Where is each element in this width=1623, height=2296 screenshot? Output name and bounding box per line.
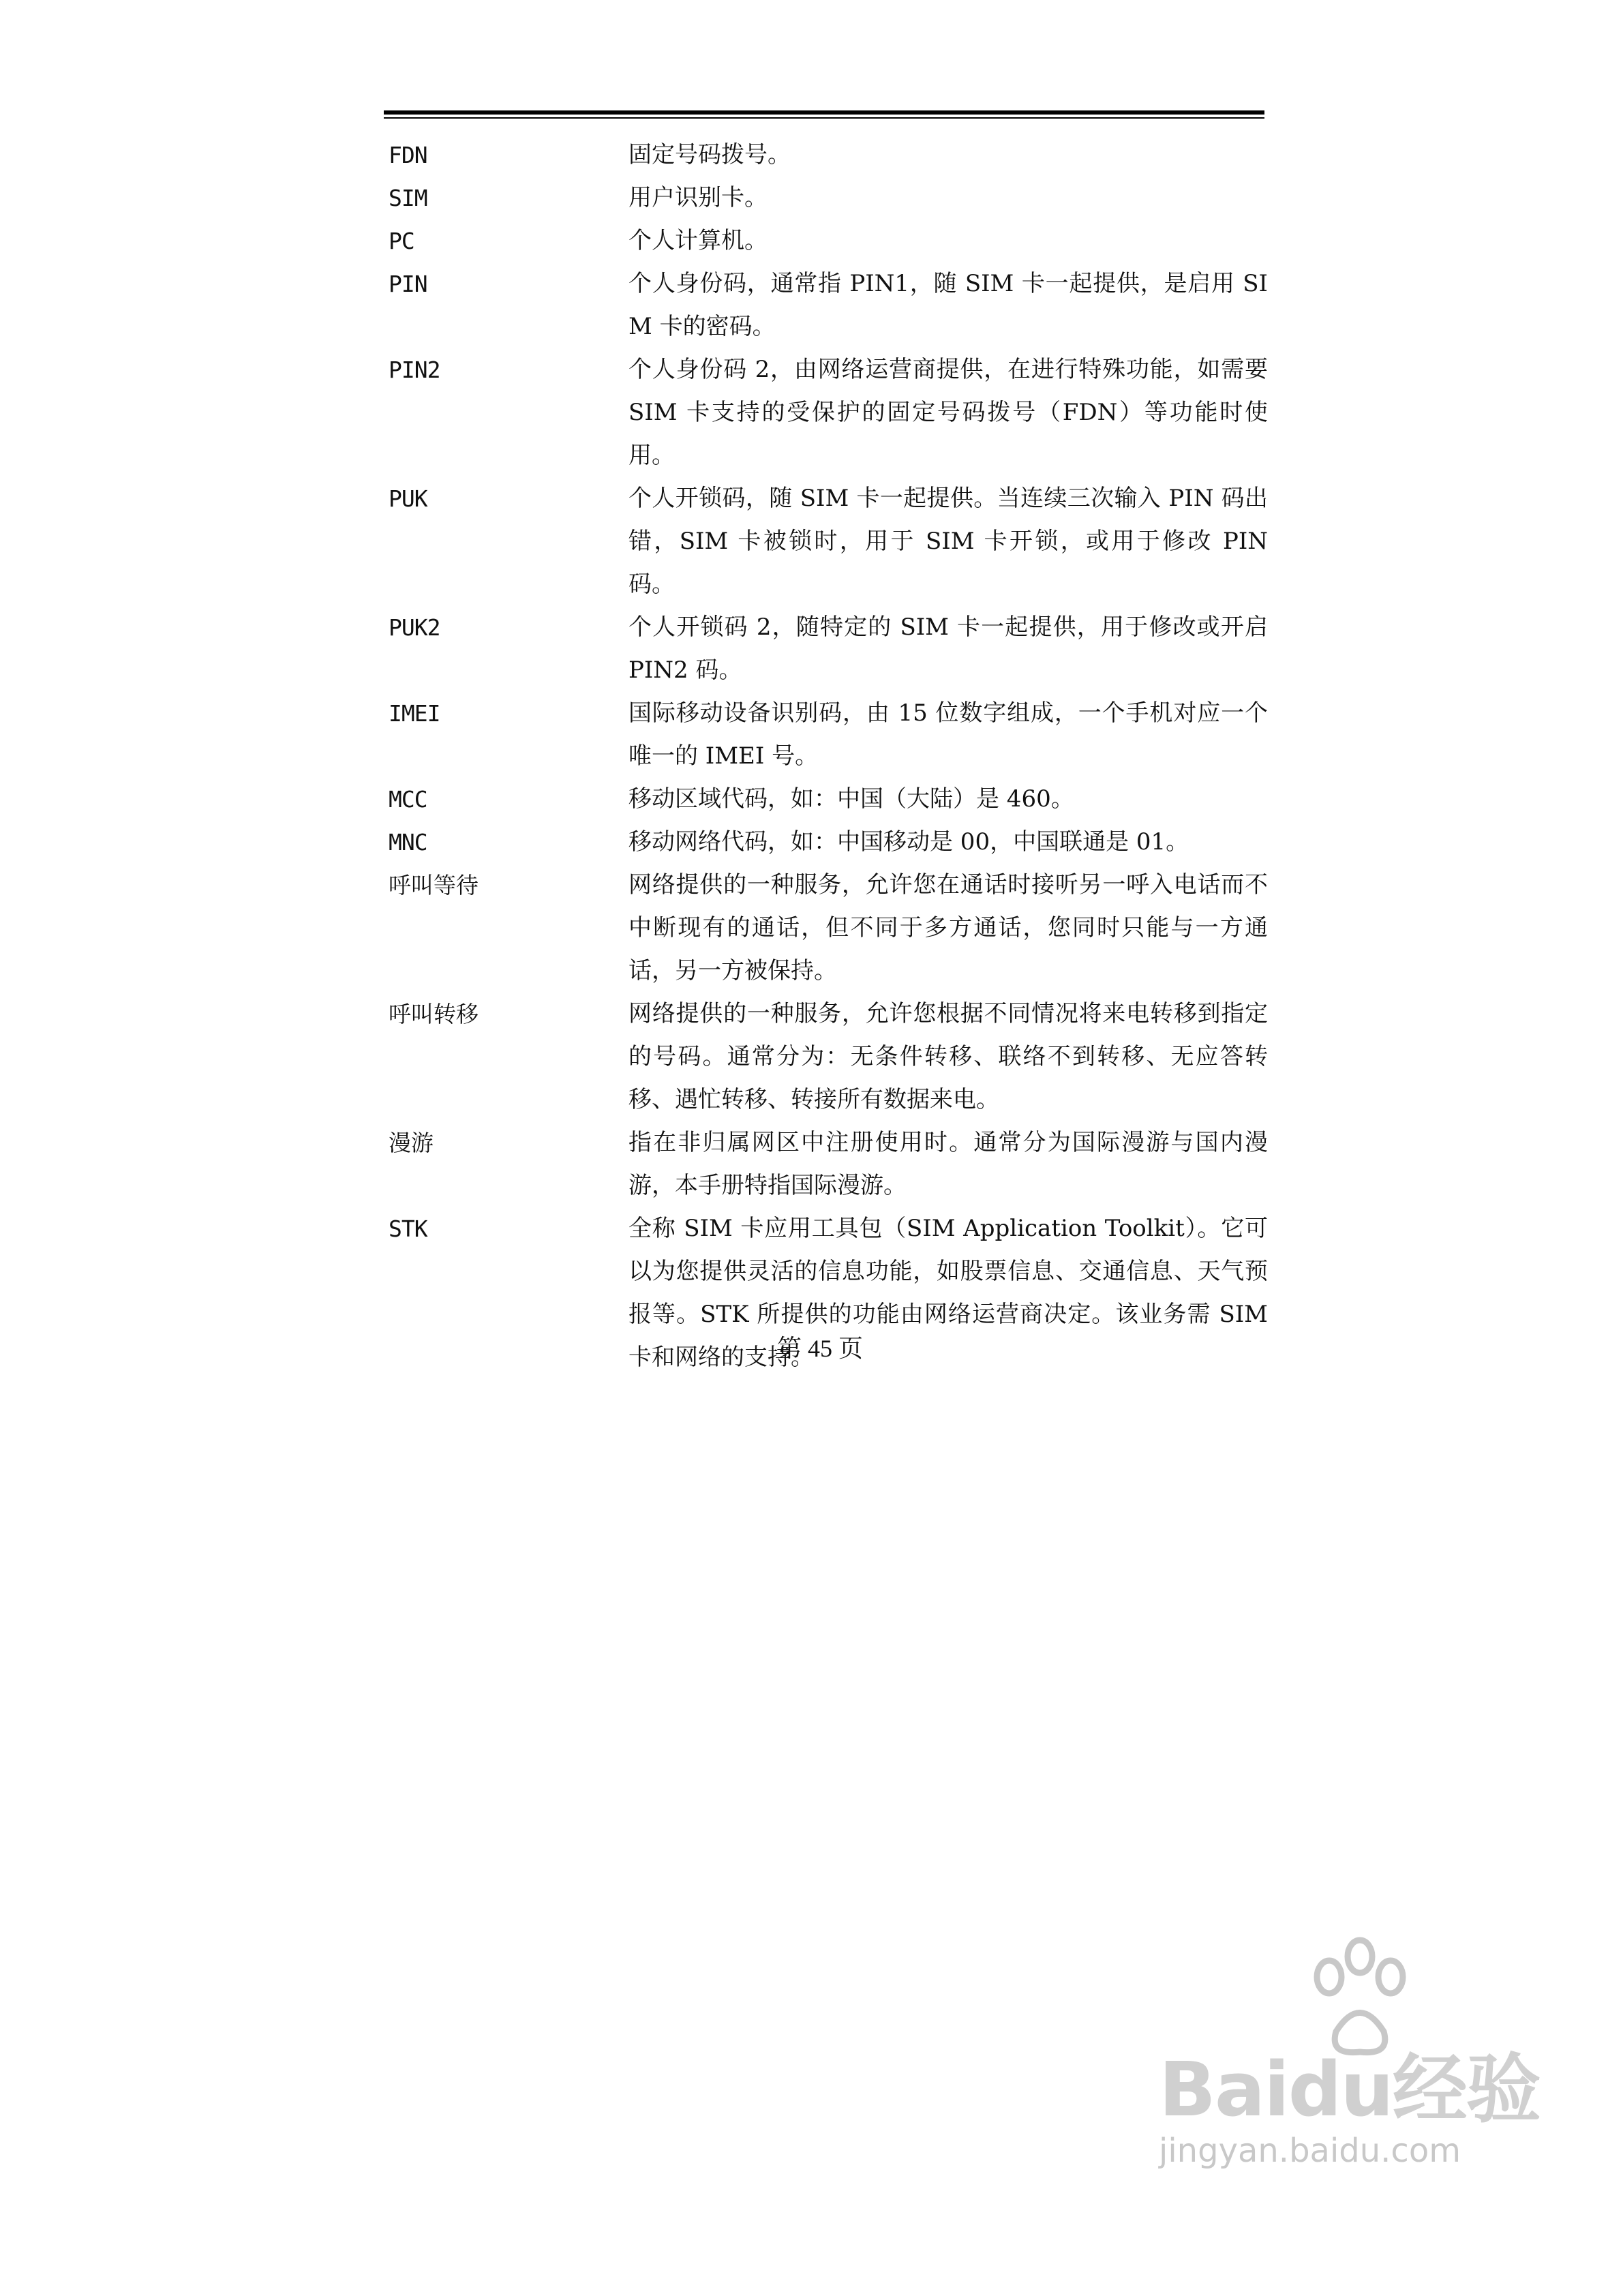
watermark-logo: Baidu经验 [1159,2046,1540,2133]
glossary-term: PUK2 [389,614,440,641]
header-rule-thick [384,110,1264,115]
glossary-term: STK [389,1215,427,1242]
glossary-term: PUK [389,485,427,512]
header-rule-thin [384,117,1264,119]
glossary-entry [389,864,1268,993]
glossary-term: 呼叫等待 [389,872,479,898]
glossary-entry [389,477,1268,606]
glossary-definition: 个人身份码 2，由网络运营商提供，在进行特殊功能，如需要 SIM 卡支持的受保护的固定号码拨号（FDN）等功能时使用。 [628,356,1268,469]
glossary-definition: 指在非归属网区中注册使用时。通常分为国际漫游与国内漫游，本手册特指国际漫游。 [628,1129,1268,1199]
watermark-url: jingyan.baidu.com [1159,2132,1461,2170]
glossary-entry [389,220,1268,262]
glossary-definition: 移动网络代码，如：中国移动是 00，中国联通是 01。 [628,828,1189,856]
glossary-definition: 网络提供的一种服务，允许您在通话时接听另一呼入电话而不中断现有的通话，但不同于多方通话，您同时只能与一方通话，另一方被保持。 [628,871,1268,984]
glossary-definition: 个人开锁码 2，随特定的 SIM 卡一起提供，用于修改或开启 PIN2 码。 [628,614,1268,684]
glossary-entry [389,778,1268,821]
glossary-term: SIM [389,185,427,211]
glossary-definition: 个人计算机。 [628,227,768,254]
glossary-definition: 全称 SIM 卡应用工具包（SIM Application Toolkit）。它可以为您提供灵活的信息功能，如股票信息、交通信息、天气预报等。STK 所提供的功能由网络运营商决定。该业务需 SIM 卡和网络的支持。 [628,1215,1268,1371]
glossary-entry [389,262,1268,348]
glossary-term: PIN2 [389,357,440,383]
glossary-definition: 用户识别卡。 [628,184,768,211]
glossary-entry [389,692,1268,778]
glossary-term: MNC [389,829,427,856]
glossary-term: 漫游 [389,1130,434,1156]
glossary-definition: 移动区域代码，如：中国（大陆）是 460。 [628,785,1074,813]
baidu-watermark [1159,1936,1541,2170]
glossary-definition: 个人开锁码，随 SIM 卡一起提供。当连续三次输入 PIN 码出错，SIM 卡被锁时，用于 SIM 卡开锁，或用于修改 PIN 码。 [628,485,1268,598]
glossary-entry [389,348,1268,477]
glossary-definition: 个人身份码，通常指 PIN1，随 SIM 卡一起提供，是启用 SIM 卡的密码。 [628,270,1268,340]
glossary-definition: 国际移动设备识别码，由 15 位数字组成，一个手机对应一个唯一的 IMEI 号。 [628,699,1268,770]
glossary-definition: 网络提供的一种服务，允许您根据不同情况将来电转移到指定的号码。通常分为：无条件转移、联络不到转移、无应答转移、遇忙转移、转接所有数据来电。 [628,1000,1268,1113]
glossary-definition: 固定号码拨号。 [628,141,791,168]
glossary-term: FDN [389,142,427,168]
glossary-entry [389,134,1268,177]
glossary-term: 呼叫转移 [389,1001,479,1027]
glossary-term: IMEI [389,700,440,727]
glossary-entry [389,821,1268,864]
page-number: 第 45 页 [777,1335,864,1362]
glossary-term: PC [389,228,414,254]
glossary-term: MCC [389,786,427,813]
glossary-list [389,134,1268,1379]
glossary-term: PIN [389,271,427,297]
glossary-entry [389,993,1268,1121]
glossary-entry [389,606,1268,692]
glossary-entry [389,1121,1268,1207]
glossary-entry [389,177,1268,220]
